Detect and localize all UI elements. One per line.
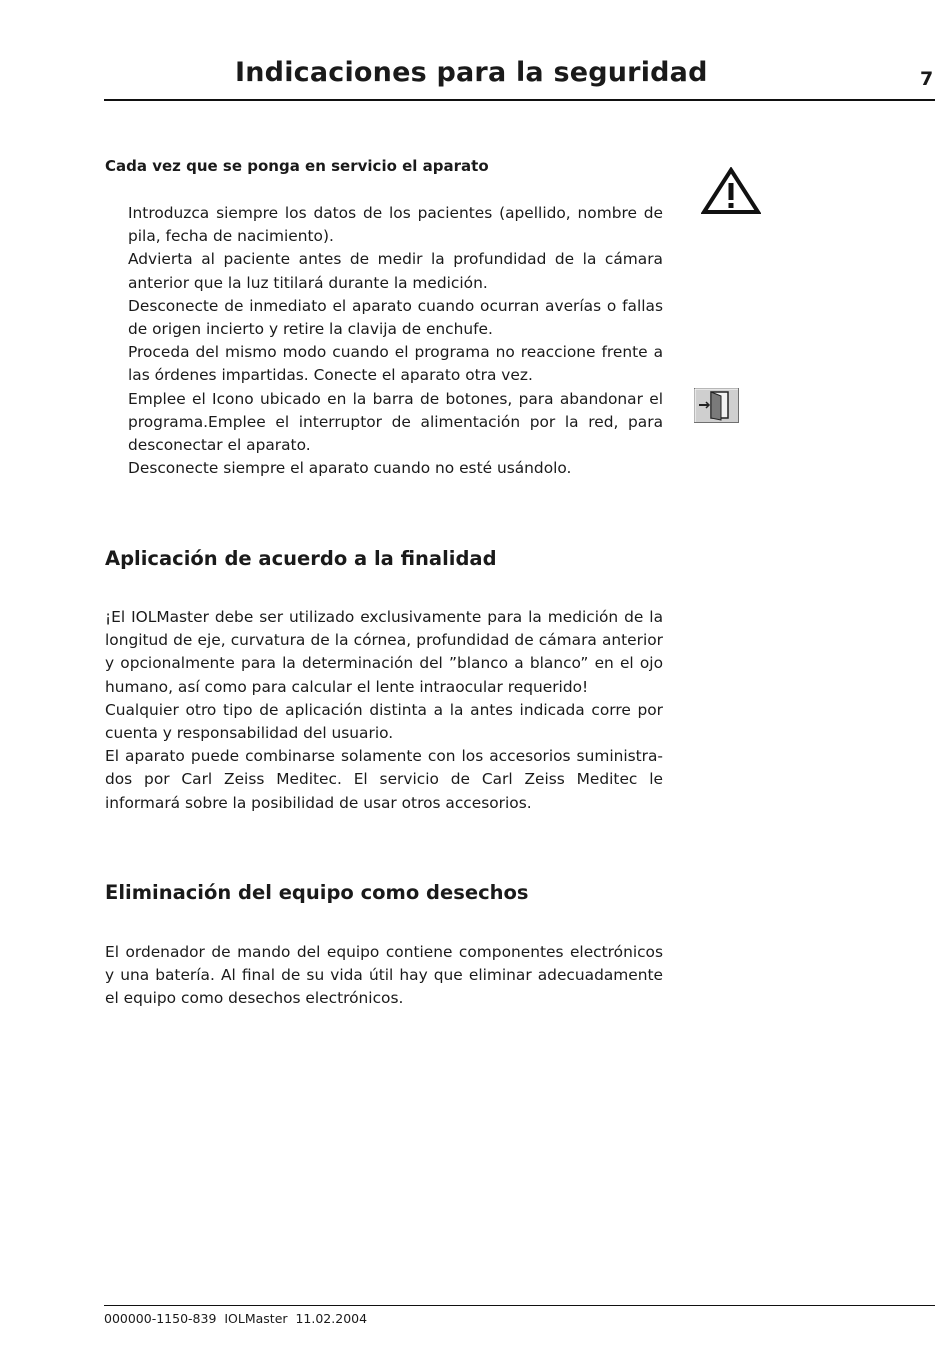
page-number: 7 [920, 68, 934, 90]
paragraph: El ordenador de mando del equipo contiene componentes electrónicos y una batería. Al final de su vida útil hay que eliminar adecuadamente el equipo como desechos electrónicos. [105, 943, 663, 1008]
safety-note: Emplee el Icono ubicado en la barra de botones, para abandonar el programa.Emplee el interruptor de alimentación por la red, para desconectar el aparato. [128, 389, 663, 455]
footer-text: 000000-1150-839 IOLMaster 11.02.2004 [104, 1311, 368, 1326]
safety-note: Advierta al paciente antes de medir la profundidad de la cámara anterior que la luz titilará durante la medición. [128, 250, 663, 292]
footer-divider [104, 1305, 935, 1306]
section-heading-aplicacion: Aplicación de acuerdo a la finalidad [105, 547, 497, 570]
safety-note: Desconecte de inmediato el aparato cuando ocurran averías o fallas de origen incierto y retire la clavija de enchufe. [128, 296, 663, 339]
safety-note: Proceda del mismo modo cuando el programa no reaccione frente a las órdenes impartidas. Conecte el aparato otra vez. [128, 343, 663, 385]
safety-notes [128, 202, 663, 480]
header-divider [104, 99, 935, 101]
paragraph: El aparato puede combinarse solamente con los accesorios suministra-dos por Carl Zeiss Meditec. El servicio de Carl Zeiss Meditec le informará sobre la posibilidad de usar otros accesorios. [105, 747, 663, 812]
safety-note: Desconecte siempre el aparato cuando no esté usándolo. [128, 459, 572, 478]
section-heading-eliminacion: Eliminación del equipo como desechos [105, 881, 529, 904]
paragraph: Cualquier otro tipo de aplicación distinta a la antes indicada corre por cuenta y responsabilidad del usuario. [105, 700, 663, 743]
safety-subheading: Cada vez que se ponga en servicio el aparato [105, 157, 489, 175]
warning-triangle-icon [701, 167, 761, 215]
exit-door-icon [694, 388, 739, 423]
safety-note: Introduzca siempre los datos de los pacientes (apellido, nombre de pila, fecha de nacimiento). [128, 204, 663, 246]
eliminacion-body [105, 941, 663, 1011]
paragraph: ¡El IOLMaster debe ser utilizado exclusivamente para la medición de la longitud de eje, curvatura de la córnea, profundidad de cámara anterior y opcionalmente para la determinación del ”blanco a blanco” en el ojo humano, así como para calcular el lente intraocular requerido! [105, 608, 663, 696]
aplicacion-body [105, 606, 663, 815]
page-title: Indicaciones para la seguridad [235, 57, 708, 88]
